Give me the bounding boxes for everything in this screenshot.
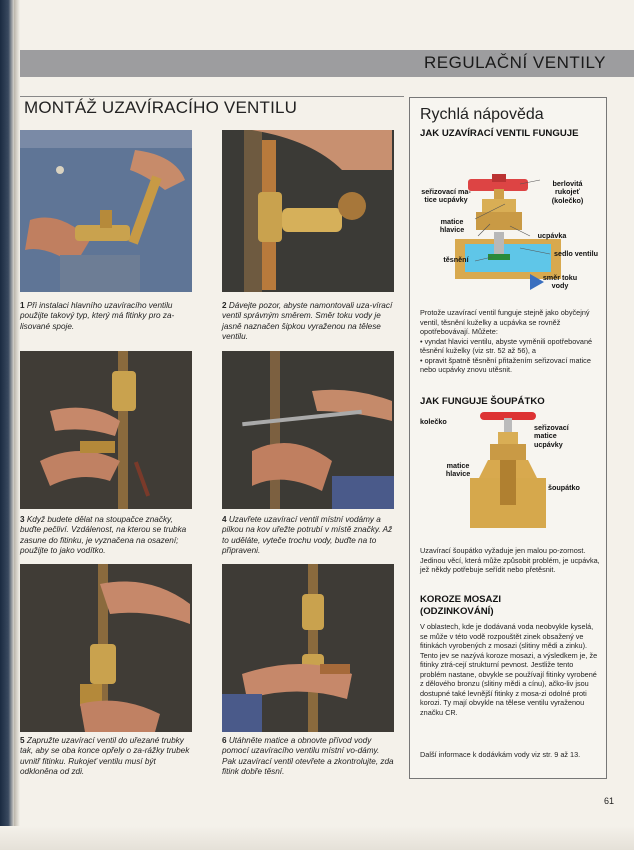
sidebar-title: Rychlá nápověda (420, 106, 544, 123)
label-gate-nut: matice hlavice (445, 461, 471, 479)
step-1-caption: 1 Při instalaci hlavního uzavíracího ventilu použijte takový typ, který má fitinky pro za-lisované spoje. (20, 301, 175, 331)
label-head-nut: matice hlavice (439, 217, 465, 235)
label-gate: šoupátko (548, 483, 580, 492)
label-seal: těsnění (443, 255, 469, 264)
section-title: REGULAČNÍ VENTILY (423, 53, 606, 72)
gate-valve-heading: JAK FUNGUJE ŠOUPÁTKO (420, 396, 545, 407)
label-wheel: kolečko (420, 417, 447, 426)
more-info-paragraph: Další informace k dodávkám vody viz str. 9 až 13. (420, 750, 581, 759)
marking-pipe-image (20, 351, 192, 509)
label-handle: berlovitá rukojeť (kolečko) (551, 179, 584, 205)
step-5-photo (20, 564, 192, 732)
fitting-valve-image (20, 564, 192, 732)
valve-paragraph: Protože uzavírací ventil funguje stejně jako obyčejný ventil, těsnění kuželky a ucpávka se rovněž opotřebovávají. Můžete: • vyndat hlavici ventilu, abyste vyměnili opotřebované těsnění kuželky (viz str. 52 až 56), a • opravit špatně těsnění přitažením seřizovací matice nebo ucpávky znovu utěsnit. (420, 308, 593, 374)
step-1-photo (20, 130, 192, 292)
step-2-caption: 2 Dávejte pozor, abyste namontovali uza-vírací ventil správným směrem. Směr toku vody je jasně naznačen šipkou vyraženou na tělese ventilu. (222, 301, 393, 342)
step-3-photo (20, 351, 192, 509)
book-spine-shadow (0, 0, 14, 850)
valve-arrow-image (222, 130, 394, 292)
quick-help-sidebar (409, 97, 607, 779)
shirt-hands-valve-image (20, 130, 192, 292)
sawing-pipe-image (222, 351, 394, 509)
gate-paragraph: Uzavírací šoupátko vyžaduje jen malou po-zornost. Jedinou věcí, která může způsobit problém, je ucpávka, jež někdy potřebuje seřídit nebo přetěsnit. (420, 546, 600, 574)
step-2-photo (222, 130, 394, 292)
page-bottom-edge (0, 826, 634, 850)
valve-heading: JAK UZAVÍRACÍ VENTIL FUNGUJE (420, 128, 579, 139)
label-gate-adjust: seřizovací matice ucpávky (534, 423, 569, 449)
step-6-caption: 6 Utáhněte matice a obnovte přívod vody pomocí uzavíracího ventilu místní vo-dámy. Pak uzavírací ventil otevřete a zkontrolujte, zda fitink dobře těsní. (222, 736, 394, 777)
title-rule (20, 96, 404, 97)
step-5-caption: 5 Zapružte uzavírací ventil do uřezané trubky tak, aby se oba konce opřely o za-rážky trubek uvnitř fitinku. Rukojeť ventilu musí být odkloněna od zdi. (20, 736, 190, 777)
label-seat: sedlo ventilu (554, 249, 598, 258)
step-6-photo (222, 564, 394, 732)
corrosion-heading-2: (ODZINKOVÁNÍ) (420, 606, 494, 617)
step-4-caption: 4 Uzavřete uzavírací ventil místní vodámy a pilkou na kov uřežte potrubí v místě značky. Až to uděláte, vyteče trochu vody, buďte na to připraveni. (222, 515, 393, 556)
page-number: 61 (603, 796, 614, 806)
label-adjust-nut: seřizovací ma-tice ucpávky (421, 187, 471, 205)
page-title: MONTÁŽ UZAVÍRACÍHO VENTILU (24, 98, 298, 117)
tightening-nut-image (222, 564, 394, 732)
step-4-photo (222, 351, 394, 509)
label-flow: směr toku vody (542, 273, 578, 291)
label-packing: ucpávka (537, 231, 567, 240)
corrosion-heading-1: KOROZE MOSAZI (420, 594, 502, 605)
step-3-caption: 3 Když budete dělat na stoupačce značky, buďte pečliví. Vzdálenost, na kterou se trubka zasune do fitinku, je vyznačena na osazení; použijte to jako vodítko. (20, 515, 187, 556)
section-header-bar (20, 50, 634, 77)
corrosion-paragraph: V oblastech, kde je dodávaná voda neobvykle kyselá, se může v této vodě rozpouštět zinek obsažený ve fitinkách vyrobených z mosazi (slitiny mědi a zinku). Tento jev se nazývá koroze mosazi, a výsledkem je, že fitinky ztrá-cejí strukturní pevnost. Jestliže tento problém nastane, obvykle se používají fitinky vyrobené z dělového bronzu (slitiny mědi a cínu), ačko-liv jsou dostupné také levnější fitinky z mosa-zi odolné proti korozi. Ty mají obvykle na tělese ventilu vyraženou značku CR. (420, 622, 598, 717)
